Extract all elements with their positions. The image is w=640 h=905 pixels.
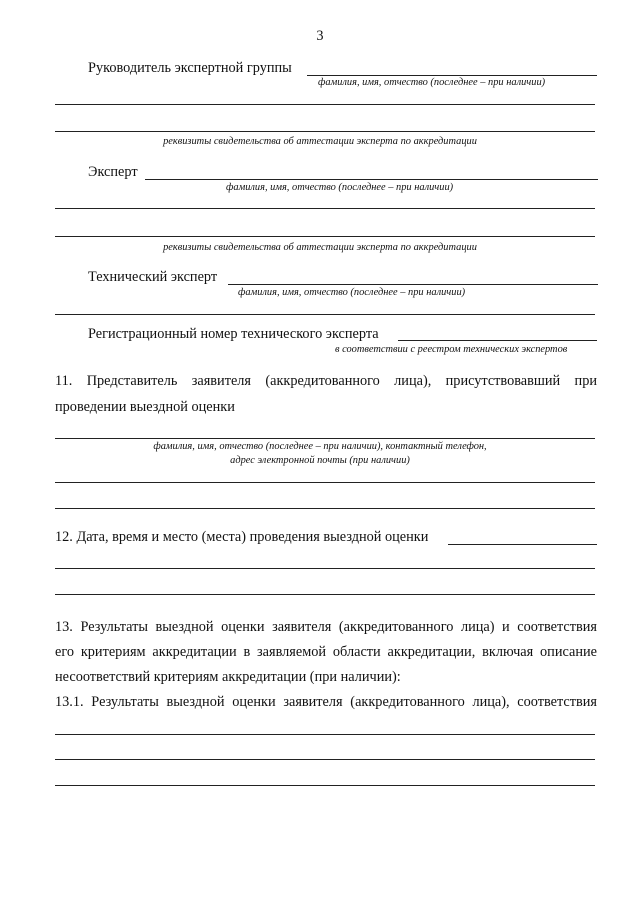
page-number: 3: [316, 28, 324, 44]
section-13-line-3: несоответствий критериям аккредитации (при наличии):: [55, 669, 401, 685]
tech-expert-name-line[interactable]: [228, 284, 598, 285]
tech-expert-name-hint: фамилия, имя, отчество (последнее – при наличии): [238, 287, 466, 298]
section-11-hint-line-2: адрес электронной почты (при наличии): [230, 455, 410, 466]
expert-name-hint: фамилия, имя, отчество (последнее – при наличии): [226, 182, 454, 193]
tech-expert-line-2[interactable]: [55, 314, 595, 315]
section-11-hint-line-1: фамилия, имя, отчество (последнее – при наличии), контактный телефон,: [153, 441, 487, 452]
head-of-group-label: Руководитель экспертной группы: [88, 60, 292, 76]
section-12-date-line[interactable]: [448, 544, 597, 545]
expert-line-2[interactable]: [55, 208, 595, 209]
section-11-line-3[interactable]: [55, 482, 595, 483]
head-of-group-name-hint: фамилия, имя, отчество (последнее – при наличии): [318, 77, 546, 88]
section-12-text: 12. Дата, время и место (места) проведения выездной оценки: [55, 529, 429, 545]
section-13-line-1: 13. Результаты выездной оценки заявителя (аккредитованного лица) и соответствия: [55, 619, 597, 635]
expert-cert-hint: реквизиты свидетельства об аттестации эксперта по аккредитации: [163, 242, 477, 253]
section-13-1-line-4[interactable]: [55, 785, 595, 786]
head-of-group-cert-hint: реквизиты свидетельства об аттестации эксперта по аккредитации: [163, 136, 477, 147]
reg-number-hint: в соответствии с реестром технических экспертов: [335, 344, 568, 355]
section-11-line-4[interactable]: [55, 508, 595, 509]
head-of-group-name-line[interactable]: [307, 75, 597, 76]
head-of-group-cert-line[interactable]: [55, 131, 595, 132]
reg-number-label: Регистрационный номер технического эксперта: [88, 326, 379, 342]
head-of-group-line-2[interactable]: [55, 104, 595, 105]
section-12-line-2[interactable]: [55, 568, 595, 569]
section-13-1-line-2[interactable]: [55, 734, 595, 735]
reg-number-line[interactable]: [398, 340, 597, 341]
section-13-line-2: его критериям аккредитации в заявляемой области аккредитации, включая описание: [55, 644, 597, 660]
section-11-line-1: 11. Представитель заявителя (аккредитованного лица), присутствовавший при: [55, 373, 597, 389]
expert-name-line[interactable]: [145, 179, 598, 180]
tech-expert-label: Технический эксперт: [88, 269, 218, 285]
section-13-1-line-3[interactable]: [55, 759, 595, 760]
section-11-line-2: проведении выездной оценки: [55, 399, 235, 415]
expert-label: Эксперт: [88, 164, 138, 180]
section-13-1-line-1: 13.1. Результаты выездной оценки заявителя (аккредитованного лица), соответствия: [55, 694, 597, 710]
expert-cert-line[interactable]: [55, 236, 595, 237]
section-11-representative-line[interactable]: [55, 438, 595, 439]
section-12-line-3[interactable]: [55, 594, 595, 595]
